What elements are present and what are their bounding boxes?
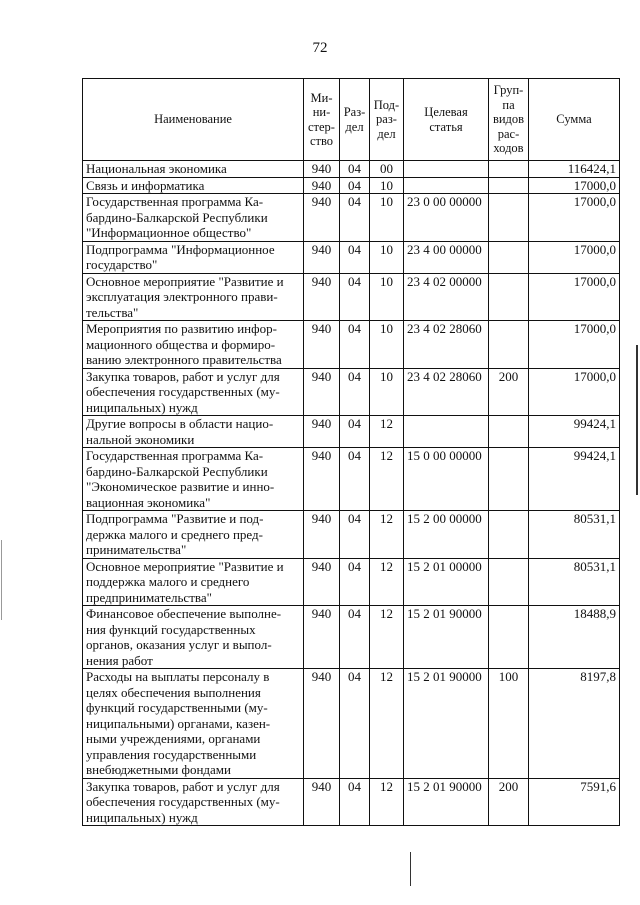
scan-artifact-bottom: [410, 852, 411, 886]
row-section: 04: [340, 448, 370, 511]
row-target: 23 0 00 00000: [404, 194, 489, 242]
row-name: Основное мероприятие "Развитие и поддержка малого и среднего предпринимательства": [83, 558, 304, 606]
row-subsection: 12: [370, 606, 404, 669]
row-target: 15 2 01 90000: [404, 669, 489, 779]
table-row: [83, 606, 620, 669]
row-sum: 116424,1: [529, 161, 620, 178]
row-ministry: 940: [304, 448, 340, 511]
row-sum: 80531,1: [529, 558, 620, 606]
row-group: [489, 558, 529, 606]
row-ministry: 940: [304, 669, 340, 779]
row-sum: 17000,0: [529, 194, 620, 242]
row-ministry: 940: [304, 778, 340, 826]
row-group: [489, 177, 529, 194]
row-name: Государственная программа Ка- бардино-Балкарской Республики "Информационное общество": [83, 194, 304, 242]
row-ministry: 940: [304, 558, 340, 606]
table-header: [83, 79, 620, 161]
row-group: [489, 606, 529, 669]
table-row: [83, 161, 620, 178]
row-group: 200: [489, 778, 529, 826]
row-name: Мероприятия по развитию инфор- мационного общества и формиро- ванию электронного правительства: [83, 321, 304, 369]
row-sum: 17000,0: [529, 177, 620, 194]
row-section: 04: [340, 273, 370, 321]
row-name: Другие вопросы в области нацио- нальной экономики: [83, 416, 304, 448]
table-row: [83, 177, 620, 194]
row-name: Государственная программа Ка- бардино-Балкарской Республики "Экономическое развитие и инно- вационная экономика": [83, 448, 304, 511]
row-target: [404, 177, 489, 194]
row-section: 04: [340, 194, 370, 242]
table-row: [83, 368, 620, 416]
row-group: [489, 241, 529, 273]
table-row: [83, 416, 620, 448]
row-section: 04: [340, 241, 370, 273]
row-name: Расходы на выплаты персоналу в целях обеспечения выполнения функций государственными (му- ниципальными) органами, казен- ными учреждениями, органами управления государственными внебюджетными фондами: [83, 669, 304, 779]
budget-table: [82, 78, 620, 826]
row-subsection: 10: [370, 321, 404, 369]
row-sum: 18488,9: [529, 606, 620, 669]
row-name: Финансовое обеспечение выполне- ния функций государственных органов, оказания услуг и выпол- нения работ: [83, 606, 304, 669]
row-ministry: 940: [304, 177, 340, 194]
row-group: [489, 321, 529, 369]
row-subsection: 12: [370, 448, 404, 511]
row-name: Подпрограмма "Информационное государство": [83, 241, 304, 273]
header-group: Груп- па видов рас- ходов: [489, 79, 529, 161]
row-subsection: 12: [370, 558, 404, 606]
table-row: [83, 778, 620, 826]
table-row: [83, 669, 620, 779]
header-subsection: Под- раз- дел: [370, 79, 404, 161]
scan-artifact-left: [1, 540, 2, 620]
row-target: 23 4 02 00000: [404, 273, 489, 321]
row-ministry: 940: [304, 606, 340, 669]
row-subsection: 12: [370, 511, 404, 559]
table-row: [83, 273, 620, 321]
scan-artifact-right: [636, 345, 638, 495]
row-group: [489, 194, 529, 242]
row-group: [489, 273, 529, 321]
row-subsection: 10: [370, 273, 404, 321]
row-target: 15 2 00 00000: [404, 511, 489, 559]
row-target: 15 2 01 90000: [404, 606, 489, 669]
row-ministry: 940: [304, 511, 340, 559]
row-target: [404, 416, 489, 448]
row-sum: 17000,0: [529, 321, 620, 369]
row-ministry: 940: [304, 241, 340, 273]
row-target: 15 2 01 00000: [404, 558, 489, 606]
header-section: Раз- дел: [340, 79, 370, 161]
row-subsection: 12: [370, 416, 404, 448]
row-subsection: 00: [370, 161, 404, 178]
row-target: 23 4 00 00000: [404, 241, 489, 273]
row-ministry: 940: [304, 273, 340, 321]
header-sum: Сумма: [529, 79, 620, 161]
row-ministry: 940: [304, 194, 340, 242]
row-group: [489, 161, 529, 178]
table-row: [83, 194, 620, 242]
header-row: [83, 79, 620, 161]
row-section: 04: [340, 368, 370, 416]
row-ministry: 940: [304, 368, 340, 416]
row-sum: 7591,6: [529, 778, 620, 826]
row-target: [404, 161, 489, 178]
row-section: 04: [340, 558, 370, 606]
row-section: 04: [340, 321, 370, 369]
row-section: 04: [340, 778, 370, 826]
header-name: Наименование: [83, 79, 304, 161]
row-section: 04: [340, 161, 370, 178]
row-group: 100: [489, 669, 529, 779]
row-group: 200: [489, 368, 529, 416]
row-subsection: 10: [370, 368, 404, 416]
row-sum: 17000,0: [529, 273, 620, 321]
row-subsection: 12: [370, 778, 404, 826]
table-row: [83, 321, 620, 369]
row-name: Основное мероприятие "Развитие и эксплуатация электронного прави- тельства": [83, 273, 304, 321]
row-name: Национальная экономика: [83, 161, 304, 178]
page-number: 72: [312, 40, 328, 56]
row-section: 04: [340, 606, 370, 669]
row-name: Закупка товаров, работ и услуг для обеспечения государственных (му- ниципальных) нужд: [83, 778, 304, 826]
table-row: [83, 448, 620, 511]
row-sum: 17000,0: [529, 368, 620, 416]
row-group: [489, 448, 529, 511]
row-ministry: 940: [304, 416, 340, 448]
row-target: 15 0 00 00000: [404, 448, 489, 511]
row-section: 04: [340, 669, 370, 779]
row-target: 15 2 01 90000: [404, 778, 489, 826]
header-ministry: Ми- ни- стер- ство: [304, 79, 340, 161]
row-subsection: 10: [370, 194, 404, 242]
row-sum: 99424,1: [529, 448, 620, 511]
row-sum: 8197,8: [529, 669, 620, 779]
header-target: Целевая статья: [404, 79, 489, 161]
table-body: [83, 161, 620, 826]
row-name: Закупка товаров, работ и услуг для обеспечения государственных (му- ниципальных) нужд: [83, 368, 304, 416]
table-row: [83, 558, 620, 606]
row-sum: 99424,1: [529, 416, 620, 448]
table-row: [83, 241, 620, 273]
row-section: 04: [340, 177, 370, 194]
row-target: 23 4 02 28060: [404, 368, 489, 416]
row-group: [489, 416, 529, 448]
row-target: 23 4 02 28060: [404, 321, 489, 369]
row-sum: 17000,0: [529, 241, 620, 273]
table-row: [83, 511, 620, 559]
row-subsection: 10: [370, 241, 404, 273]
row-name: Связь и информатика: [83, 177, 304, 194]
row-name: Подпрограмма "Развитие и под- держка малого и среднего пред- принимательства": [83, 511, 304, 559]
row-subsection: 12: [370, 669, 404, 779]
row-ministry: 940: [304, 321, 340, 369]
row-subsection: 10: [370, 177, 404, 194]
row-section: 04: [340, 511, 370, 559]
row-ministry: 940: [304, 161, 340, 178]
row-section: 04: [340, 416, 370, 448]
row-sum: 80531,1: [529, 511, 620, 559]
row-group: [489, 511, 529, 559]
